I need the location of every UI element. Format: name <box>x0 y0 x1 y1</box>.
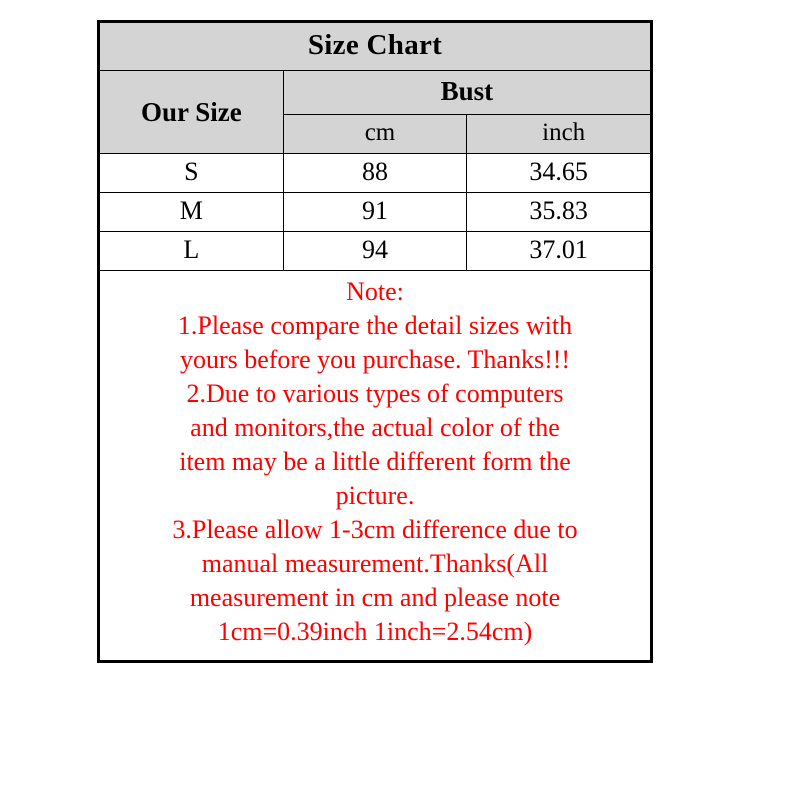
column-header-cm: cm <box>283 115 467 154</box>
table-row <box>100 232 651 271</box>
note-heading: Note: <box>346 277 404 306</box>
cell-bust-inch: 35.83 <box>467 193 651 232</box>
note-section <box>100 271 651 661</box>
note-line: picture. <box>335 481 415 511</box>
table-row-header-group <box>100 71 651 115</box>
page-title: Size Chart <box>100 23 651 71</box>
size-chart-table <box>99 22 651 661</box>
cell-size: S <box>100 154 284 193</box>
note-line: item may be a little different form the <box>179 447 571 477</box>
cell-bust-cm: 94 <box>283 232 467 271</box>
table-row-title <box>100 23 651 71</box>
table-row-note <box>100 271 651 661</box>
cell-bust-cm: 88 <box>283 154 467 193</box>
note-line: yours before you purchase. Thanks!!! <box>179 345 571 375</box>
column-header-bust: Bust <box>283 71 650 115</box>
table-row <box>100 154 651 193</box>
column-header-our-size: Our Size <box>100 71 284 154</box>
note-block <box>108 275 642 650</box>
cell-bust-inch: 34.65 <box>467 154 651 193</box>
cell-bust-inch: 37.01 <box>467 232 651 271</box>
note-line: 1.Please compare the detail sizes with <box>177 311 573 341</box>
size-chart-container <box>97 20 653 663</box>
note-line: measurement in cm and please note <box>189 583 561 613</box>
note-line: 2.Due to various types of computers <box>186 379 564 409</box>
note-line: and monitors,the actual color of the <box>190 413 560 443</box>
table-row <box>100 193 651 232</box>
cell-size: L <box>100 232 284 271</box>
note-line: 3.Please allow 1-3cm difference due to <box>172 515 578 545</box>
column-header-inch: inch <box>467 115 651 154</box>
cell-bust-cm: 91 <box>283 193 467 232</box>
cell-size: M <box>100 193 284 232</box>
note-line: manual measurement.Thanks(All <box>201 549 549 579</box>
note-line: 1cm=0.39inch 1inch=2.54cm) <box>217 617 533 647</box>
